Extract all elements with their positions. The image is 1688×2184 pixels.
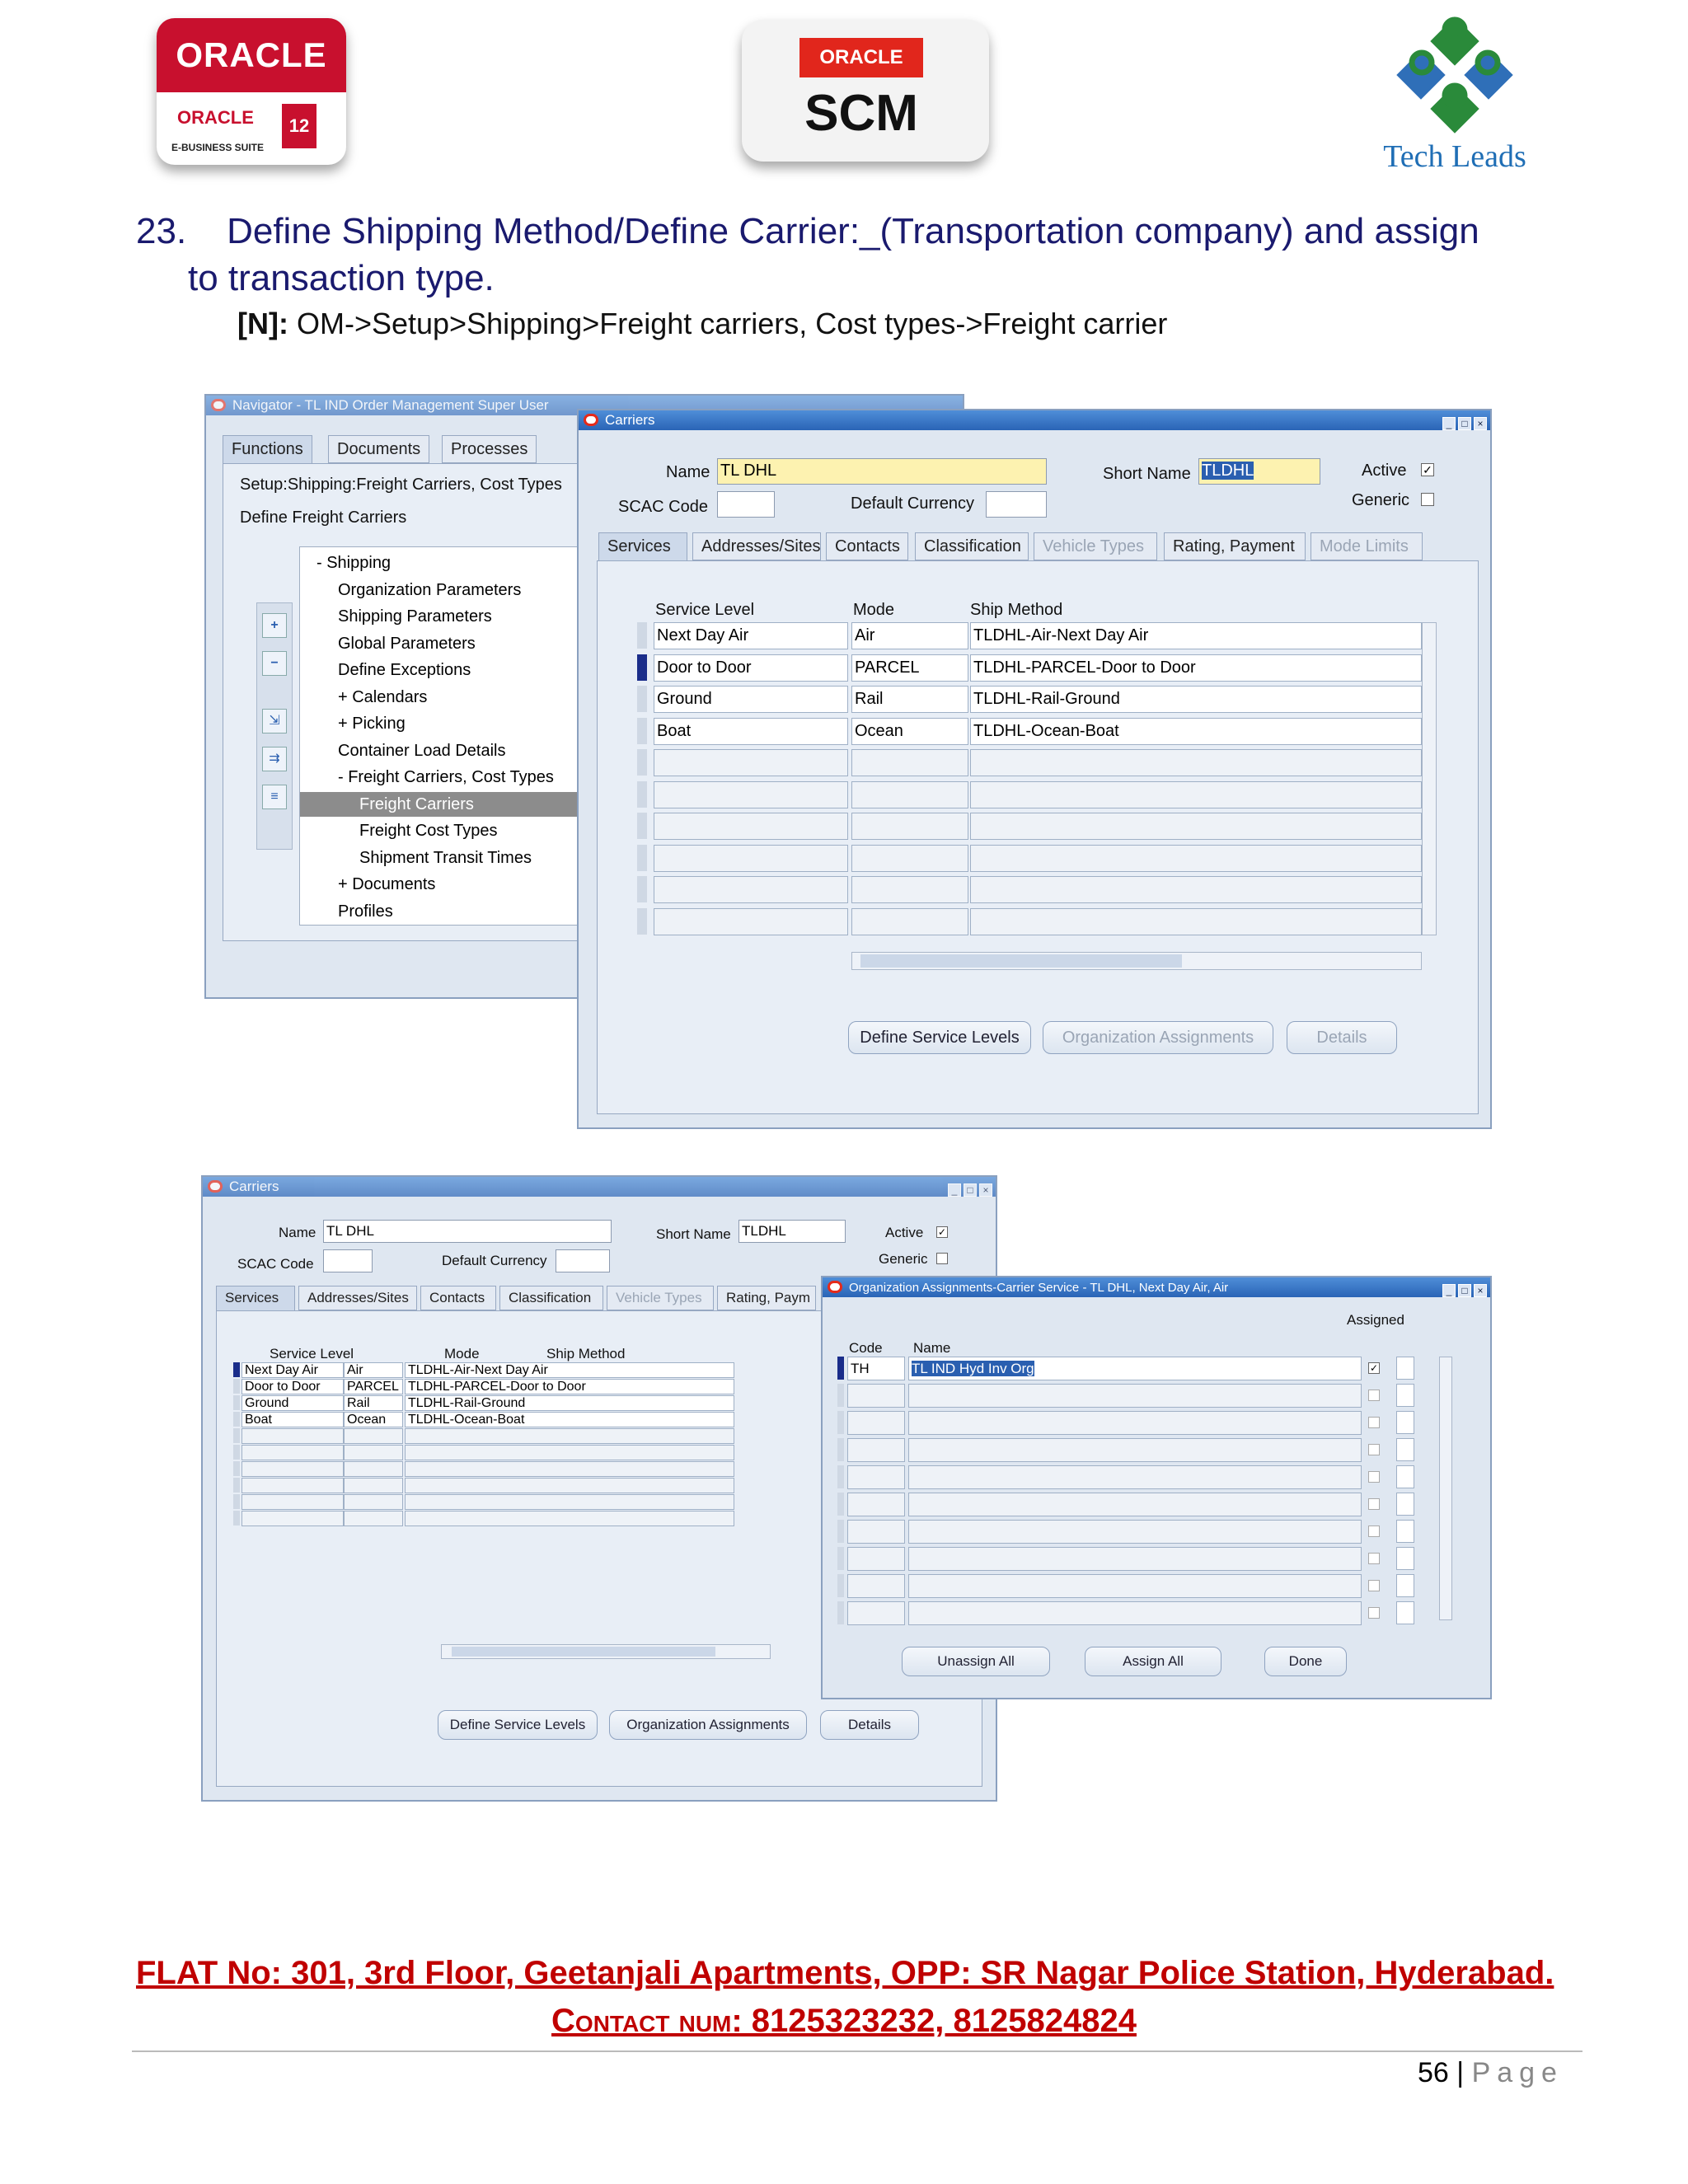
row-selector[interactable] [837,1574,844,1597]
grid-cell[interactable] [654,749,848,776]
carriers-titlebar [579,410,1490,430]
grid-cell[interactable]: Ocean [344,1412,403,1427]
tree-item[interactable]: Freight Carriers [300,792,580,817]
col-ship-method: Ship Method [970,601,1063,619]
assigned-label: Assigned [1347,1312,1404,1328]
row-selector[interactable] [233,1461,240,1476]
assigned-checkbox[interactable] [1368,1580,1380,1591]
grid-cell[interactable] [405,1445,734,1460]
organization-assignments-button[interactable]: Organization Assignments [609,1710,807,1740]
grid-cell[interactable] [851,876,968,903]
window-controls [1440,1280,1487,1300]
tree-item[interactable]: + Documents [338,875,436,893]
assigned-checkbox[interactable]: ✓ [1369,1362,1379,1374]
carriers-tab[interactable]: Vehicle Types [607,1286,714,1310]
grid-cell[interactable]: Next Day Air [654,622,848,649]
grid-cell[interactable]: TLDHL-Rail-Ground [405,1395,734,1411]
grid-cell[interactable] [654,908,848,935]
carriers2-title: Carriers [229,1179,279,1194]
grid-cell[interactable] [241,1478,344,1493]
grid-cell[interactable] [851,845,968,872]
currency-field[interactable] [556,1249,610,1272]
active-label: Active [885,1225,924,1240]
row-selector[interactable] [233,1511,240,1526]
org-code-cell[interactable] [847,1465,905,1489]
assigned-checkbox[interactable] [1368,1390,1380,1401]
carriers-tab[interactable]: Vehicle Types [1034,532,1157,560]
grid-cell[interactable]: Rail [851,686,968,713]
scac-field[interactable] [717,491,775,518]
section-title-line2: to transaction type. [188,258,495,298]
col-service-level: Service Level [270,1346,354,1361]
window-controls [1440,413,1487,433]
row-selector[interactable] [233,1428,240,1443]
grid-cell[interactable] [405,1478,734,1493]
grid-cell[interactable] [970,845,1422,872]
grid-cell[interactable] [405,1511,734,1526]
close-icon[interactable]: × [1474,1284,1487,1297]
org-name-cell[interactable] [908,1384,1362,1408]
services-panel [597,560,1479,1114]
scroll-thumb[interactable] [452,1647,715,1657]
row-selector[interactable] [837,1493,844,1516]
vertical-scrollbar[interactable] [1422,622,1437,935]
maximize-icon[interactable]: □ [1458,417,1471,430]
name-label: Name [279,1225,316,1240]
col-service-level: Service Level [655,601,755,619]
carriers-tab[interactable]: Rating, Payment [1164,532,1306,560]
grid-cell[interactable] [344,1445,403,1460]
row-selector[interactable] [837,1411,844,1434]
page-separator: | [1448,2057,1472,2088]
section-number: 23. [136,211,187,251]
row-selector[interactable] [233,1395,240,1410]
name-field[interactable]: TL DHL [717,458,1047,485]
grid-cell[interactable] [851,781,968,808]
scm-text: SCM [804,85,918,142]
grid-cell[interactable]: TLDHL-Ocean-Boat [405,1412,734,1427]
flex-field-cell[interactable] [1396,1547,1414,1570]
carriers-tab[interactable]: Classification [915,532,1029,560]
grid-cell[interactable] [654,845,848,872]
name-field[interactable]: TL DHL [323,1220,612,1243]
grid-cell[interactable] [970,908,1422,935]
grid-cell[interactable]: Air [344,1362,403,1378]
minimize-icon[interactable]: _ [1442,1284,1456,1297]
grid-cell[interactable] [851,908,968,935]
grid-cell[interactable]: Ground [241,1395,344,1411]
oracle-ebs-logo [157,18,346,165]
row-selector[interactable] [837,1384,844,1407]
grid-cell[interactable]: Air [851,622,968,649]
grid-cell[interactable]: Ocean [851,718,968,745]
flex-field-cell[interactable] [1396,1357,1414,1380]
grid-cell[interactable]: TLDHL-Air-Next Day Air [970,622,1422,649]
generic-label: Generic [1352,491,1410,509]
row-selector[interactable] [233,1494,240,1509]
row-selector[interactable] [637,622,647,649]
navigation-path [237,307,1167,341]
oracle-window-icon [211,399,226,411]
org-assignments-window [821,1276,1492,1699]
org-code-cell[interactable] [847,1493,905,1516]
assigned-checkbox[interactable] [1368,1471,1380,1483]
navigator-path: Setup:Shipping:Freight Carriers, Cost Types [240,476,562,494]
page-num: 56 [1418,2057,1449,2088]
row-selector[interactable] [233,1379,240,1394]
nav-path-text: OM->Setup>Shipping>Freight carriers, Cost types->Freight carrier [288,307,1168,340]
col-mode: Mode [444,1346,480,1361]
row-selector[interactable] [637,908,647,935]
tree-item[interactable]: Container Load Details [338,741,506,760]
carriers-tab[interactable]: Classification [499,1286,603,1310]
oracle-window-icon [208,1180,223,1193]
currency-label: Default Currency [851,494,975,513]
expand-icon[interactable]: + [262,613,287,638]
grid-cell[interactable] [344,1478,403,1493]
tree-item[interactable]: Define Exceptions [338,661,471,679]
col-mode: Mode [853,601,895,619]
org-name-cell[interactable] [908,1520,1362,1544]
footer-divider [132,2050,1582,2052]
expand-branch-icon[interactable]: ⇲ [262,709,287,733]
close-icon[interactable]: × [979,1183,992,1197]
grid-cell[interactable] [851,749,968,776]
col-ship-method: Ship Method [546,1346,626,1361]
short-name-value: TLDHL [1202,462,1254,480]
row-selector[interactable] [837,1438,844,1461]
row-selector[interactable] [837,1520,844,1543]
collapse-icon[interactable]: − [262,651,287,676]
flex-field-cell[interactable] [1396,1574,1414,1597]
carriers-tab[interactable]: Contacts [420,1286,496,1310]
flex-field-cell[interactable] [1396,1465,1414,1488]
org-code-cell[interactable] [847,1411,905,1435]
row-selector[interactable] [233,1478,240,1493]
grid-cell[interactable] [970,813,1422,840]
tree-item[interactable]: + Picking [338,715,406,733]
org-name-cell[interactable] [908,1438,1362,1462]
oracle-window-icon [584,414,598,426]
active-checkbox[interactable]: ✓ [937,1226,947,1238]
tech-leads-emblem-icon [1360,13,1550,137]
minimize-icon[interactable]: _ [1442,417,1456,430]
define-service-levels-button[interactable]: Define Service Levels [848,1021,1031,1054]
expand-all-icon[interactable]: ⇉ [262,747,287,771]
flex-field-cell[interactable] [1396,1411,1414,1434]
tree-item[interactable]: Freight Cost Types [359,822,498,840]
tree-item[interactable]: Shipping Parameters [338,607,492,626]
horizontal-scrollbar[interactable] [441,1644,771,1659]
grid-cell[interactable]: Rail [344,1395,403,1411]
assigned-checkbox[interactable] [1368,1417,1380,1428]
tab-functions[interactable]: Functions [223,435,312,463]
grid-cell[interactable]: Next Day Air [241,1362,344,1378]
grid-cell[interactable] [654,876,848,903]
section-heading [136,211,1479,252]
scroll-thumb[interactable] [860,954,1182,968]
carriers-tab[interactable]: Mode Limits [1311,532,1423,560]
oracle-small-brand: ORACLE [177,107,254,128]
flex-field-cell[interactable] [1396,1493,1414,1516]
carriers-tab[interactable]: Addresses/Sites [692,532,821,560]
carriers-tab[interactable]: Rating, Paym [717,1286,816,1310]
org-assign-titlebar [823,1277,1490,1297]
row-selector[interactable] [837,1357,844,1380]
code-label: Code [849,1340,883,1356]
short-name-field[interactable]: TLDHL [738,1220,846,1243]
flex-field-cell[interactable] [1396,1520,1414,1543]
grid-cell[interactable] [970,876,1422,903]
grid-cell[interactable] [405,1494,734,1510]
currency-label: Default Currency [442,1253,547,1268]
org-code-cell[interactable] [847,1601,905,1625]
page-word: Page [1471,2057,1564,2088]
grid-cell[interactable]: Ground [654,686,848,713]
org-code-cell[interactable] [847,1574,905,1598]
scm-oracle-brand: ORACLE [799,38,923,77]
assigned-checkbox[interactable] [1368,1444,1380,1455]
grid-cell[interactable] [241,1428,344,1444]
grid-cell[interactable] [344,1511,403,1526]
done-button[interactable]: Done [1264,1647,1347,1676]
active-checkbox[interactable]: ✓ [1421,463,1434,476]
assigned-checkbox[interactable] [1368,1498,1380,1510]
tree-item[interactable]: Shipment Transit Times [359,848,532,867]
footer-address: FLAT No: 301, 3rd Floor, Geetanjali Apartments, OPP: SR Nagar Police Station, Hyderabad. [136,1955,1554,1991]
row-selector[interactable] [637,781,647,808]
grid-cell[interactable] [241,1511,344,1526]
details-button[interactable]: Details [820,1710,919,1740]
row-selector[interactable] [637,654,647,681]
row-selector[interactable] [637,718,647,744]
org-code-cell[interactable] [847,1520,905,1544]
generic-checkbox[interactable] [936,1253,948,1264]
carriers-title: Carriers [605,412,655,428]
scac-field[interactable] [323,1249,373,1272]
org-name-cell[interactable] [908,1574,1362,1598]
row-selector[interactable] [637,686,647,712]
carriers-tab[interactable]: Contacts [826,532,908,560]
row-selector[interactable] [233,1445,240,1460]
short-name-label: Short Name [656,1226,731,1242]
grid-cell[interactable] [344,1461,403,1477]
grid-cell[interactable] [241,1494,344,1510]
grid-cell[interactable]: TLDHL-PARCEL-Door to Door [970,654,1422,682]
org-code-cell[interactable] [847,1438,905,1462]
assigned-checkbox[interactable] [1368,1553,1380,1564]
oracle-scm-logo [742,20,989,162]
org-name-cell[interactable] [908,1465,1362,1489]
carriers2-titlebar [203,1177,996,1197]
org-name-cell[interactable] [908,1493,1362,1516]
nav-prefix: [N]: [237,307,288,340]
carriers-window [577,409,1492,1129]
tech-leads-logo [1360,13,1550,178]
navigator-toolbar [256,602,293,850]
row-selector[interactable] [637,813,647,839]
tree-item[interactable]: - Freight Carriers, Cost Types [338,768,554,786]
carriers-tab[interactable]: Services [598,532,687,560]
org-name-cell[interactable] [908,1411,1362,1435]
maximize-icon[interactable]: □ [964,1183,977,1197]
horizontal-scrollbar[interactable] [851,952,1422,970]
minimize-icon[interactable]: _ [948,1183,961,1197]
generic-checkbox[interactable] [1421,493,1434,506]
section-title-line1: Define Shipping Method/Define Carrier:_(Transportation company) and assign [227,211,1479,251]
flex-field-cell[interactable] [1396,1601,1414,1624]
tech-leads-text: Tech Leads [1383,139,1526,174]
row-selector[interactable] [233,1362,240,1377]
vertical-scrollbar[interactable] [1439,1357,1452,1620]
carriers-tab[interactable]: Services [216,1286,295,1310]
assign-all-button[interactable]: Assign All [1085,1647,1221,1676]
org-name-cell[interactable] [908,1601,1362,1625]
org-name-value: TL IND Hyd Inv Org [912,1361,1034,1376]
tab-processes[interactable]: Processes [442,435,537,463]
org-name-cell[interactable] [908,1547,1362,1571]
window-controls [945,1179,992,1199]
row-selector[interactable] [837,1465,844,1488]
short-name-label: Short Name [1103,465,1191,483]
grid-cell[interactable]: Door to Door [241,1379,344,1394]
grid-cell[interactable] [405,1461,734,1477]
tab-documents[interactable]: Documents [328,435,429,463]
org-name-label: Name [913,1340,951,1356]
carriers-tab[interactable]: Addresses/Sites [298,1286,417,1310]
short-name-field[interactable] [1198,458,1320,485]
org-assign-title: Organization Assignments-Carrier Service - TL DHL, Next Day Air, Air [849,1281,1229,1295]
function-tree [299,546,593,926]
org-name-cell[interactable] [908,1357,1362,1380]
row-selector[interactable] [637,749,647,776]
tree-item[interactable]: + Calendars [338,687,428,706]
grid-cell[interactable] [970,749,1422,776]
grid-cell[interactable] [654,781,848,808]
tree-item[interactable]: Organization Parameters [338,580,522,599]
grid-cell[interactable] [344,1494,403,1510]
row-selector[interactable] [637,845,647,871]
details-button[interactable]: Details [1287,1021,1397,1054]
organization-assignments-button[interactable]: Organization Assignments [1043,1021,1273,1054]
row-selector[interactable] [837,1547,844,1570]
row-selector[interactable] [233,1412,240,1427]
define-service-levels-button[interactable]: Define Service Levels [438,1710,598,1740]
grid-cell[interactable]: PARCEL [851,654,968,682]
grid-cell[interactable]: Boat [654,718,848,745]
grid-cell[interactable]: TLDHL-Rail-Ground [970,686,1422,713]
grid-cell[interactable] [241,1445,344,1460]
tree-item[interactable]: Global Parameters [338,634,476,653]
maximize-icon[interactable]: □ [1458,1284,1471,1297]
currency-field[interactable] [986,491,1047,518]
flex-field-cell[interactable] [1396,1384,1414,1407]
navigator-current: Define Freight Carriers [240,509,407,527]
tree-item[interactable]: - Shipping [316,554,392,572]
grid-cell[interactable] [241,1461,344,1477]
assigned-checkbox[interactable] [1368,1607,1380,1619]
grid-cell[interactable] [344,1428,403,1444]
release-badge: 12 [282,104,316,148]
grid-cell[interactable]: TLDHL-PARCEL-Door to Door [405,1379,734,1394]
grid-cell[interactable]: TLDHL-Air-Next Day Air [405,1362,734,1378]
generic-label: Generic [879,1251,928,1267]
row-selector[interactable] [637,876,647,902]
grid-cell[interactable]: TLDHL-Ocean-Boat [970,718,1422,745]
grid-cell[interactable] [851,813,968,840]
row-selector[interactable] [837,1601,844,1624]
grid-cell[interactable] [405,1428,734,1444]
page-number [1418,2057,1564,2089]
oracle-brand: ORACLE [157,18,346,92]
active-label: Active [1362,462,1407,480]
assigned-checkbox[interactable] [1368,1526,1380,1537]
grid-cell[interactable] [970,781,1422,808]
grid-cell[interactable]: Boat [241,1412,344,1427]
oracle-suite-label: E-BUSINESS SUITE [171,142,265,153]
tree-item[interactable]: Profiles [338,902,393,921]
navigator-title: Navigator - TL IND Order Management Super User [232,397,549,413]
org-code-cell[interactable]: TH [847,1357,905,1380]
oracle-window-icon [828,1281,842,1293]
grid-cell[interactable]: PARCEL [344,1379,403,1394]
close-icon[interactable]: × [1474,417,1487,430]
collapse-all-icon[interactable]: ≡ [262,785,287,809]
org-code-cell[interactable] [847,1384,905,1408]
flex-field-cell[interactable] [1396,1438,1414,1461]
org-code-cell[interactable] [847,1547,905,1571]
scac-label: SCAC Code [618,498,708,516]
grid-cell[interactable]: Door to Door [654,654,848,682]
name-label: Name [666,463,710,481]
footer-contact: Contact num: 8125323232, 8125824824 [551,2003,1137,2039]
unassign-all-button[interactable]: Unassign All [902,1647,1050,1676]
scac-label: SCAC Code [237,1256,314,1272]
grid-cell[interactable] [654,813,848,840]
